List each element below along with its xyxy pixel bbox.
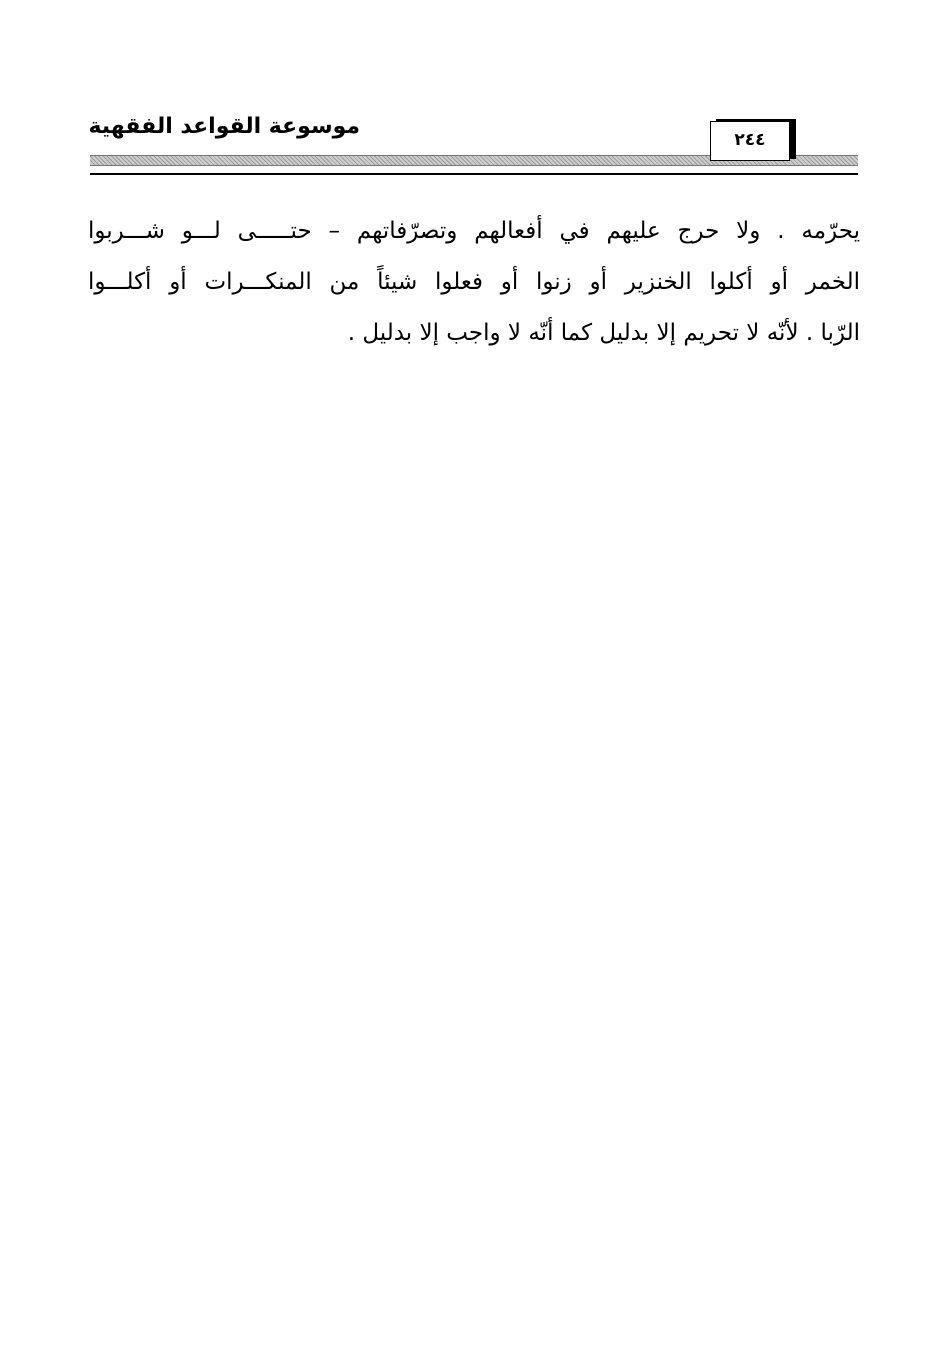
page-number-box <box>710 121 790 161</box>
text-line: يحرّمه . ولا حرج عليهم في أفعالهم وتصرّفاتهم – حتـــــى لـــو شـــربوا <box>88 218 860 244</box>
text-line: الخمر أو أكلوا الخنزير أو زنوا أو فعلوا شيئاً من المنكـــرات أو أكلـــوا <box>88 269 860 295</box>
text-line: الرّبا . لأنّه لا تحريم إلا بدليل كما أنّه لا واجب إلا بدليل . <box>347 320 860 346</box>
page-number: ٢٤٤ <box>734 130 766 150</box>
header-rule <box>90 173 858 175</box>
running-header-title: موسوعة القواعد الفقهية <box>88 114 360 139</box>
body-paragraph <box>88 206 860 359</box>
